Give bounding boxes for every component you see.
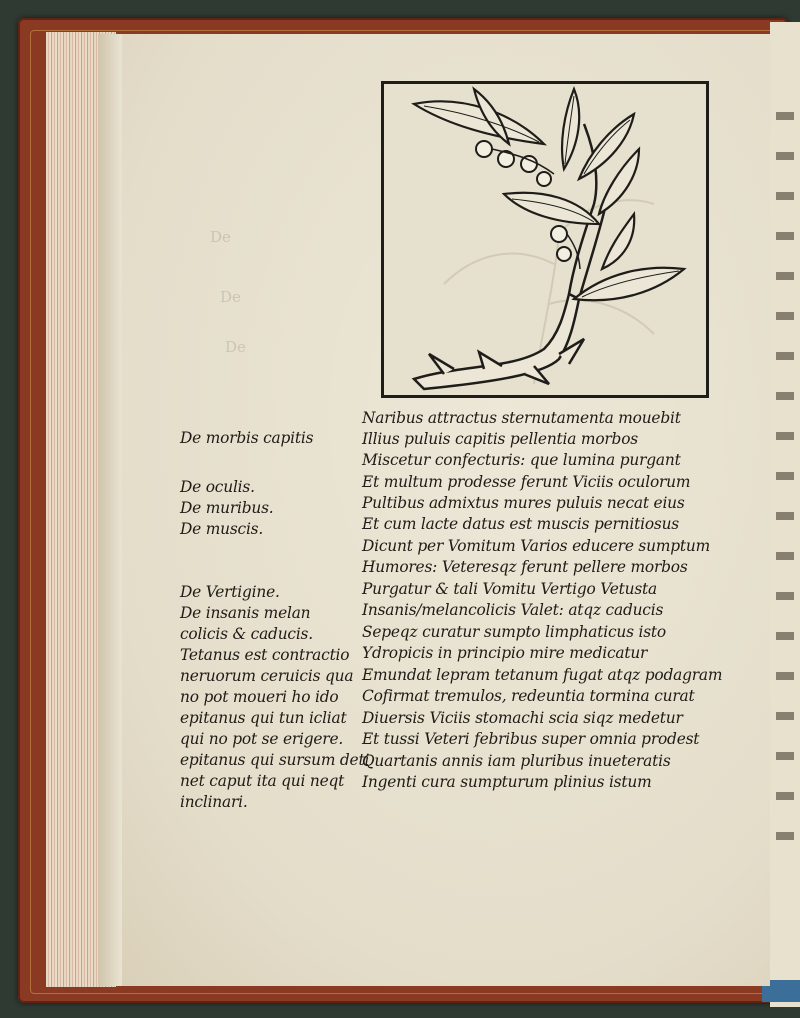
verse-line: Miscetur confecturis: que lumina purgant <box>362 451 681 469</box>
margin-note-line: qui no pot se erigere. <box>180 730 344 748</box>
verse-line: Diuersis Viciis stomachi scia siqz medetur <box>362 709 683 727</box>
verse-line: Emundat lepram tetanum fugat atqz podagram <box>362 666 723 684</box>
verse-line: Sepeqz curatur sumpto limphaticus isto <box>362 623 666 641</box>
margin-note-line: epitanus qui tun icliat <box>180 709 347 727</box>
margin-note-line: no pot moueri ho ido <box>180 688 339 706</box>
margin-note-line: neruorum ceruicis qua <box>180 667 354 685</box>
verse-line: Naribus attractus sternutamenta mouebit <box>362 409 681 427</box>
margin-heading: De Vertigine. <box>180 583 280 601</box>
verse-line: Dicunt per Vomitum Varios educere sumptum <box>362 537 710 555</box>
margin-heading: De oculis. <box>180 478 255 496</box>
verse-line: Cofirmat tremulos, redeuntia tormina curat <box>362 687 695 705</box>
verse-line: Insanis/melancolicis Valet: atqz caducis <box>362 601 664 619</box>
facing-page-edge <box>770 22 800 1007</box>
verse-line: Et cum lacte datus est muscis pernitiosus <box>362 515 680 533</box>
verse-line: Pultibus admixtus mures puluis necat eius <box>362 494 685 512</box>
margin-note-line: epitanus qui sursum deti <box>180 751 370 769</box>
verse-line: Ingenti cura sumpturum plinius istum <box>362 773 652 791</box>
verse-line: Purgatur & tali Vomitu Vertigo Vetusta <box>362 580 658 598</box>
plant-woodcut <box>381 81 709 398</box>
show-through-text: De <box>220 288 241 306</box>
verse-line: Et multum prodesse ferunt Viciis oculorum <box>362 473 691 491</box>
verse-line: Ydropicis in principio mire medicatur <box>362 644 648 662</box>
verse-line: Et tussi Veteri febribus super omnia prodest <box>362 730 700 748</box>
page-gutter <box>98 34 122 986</box>
margin-heading: De muscis. <box>180 520 264 538</box>
plant-illustration <box>384 84 706 395</box>
margin-heading: De morbis capitis <box>180 429 314 447</box>
show-through-text: De <box>210 228 231 246</box>
show-through-text: De <box>225 338 246 356</box>
margin-note-line: De insanis melan <box>180 604 311 622</box>
margin-heading: De muribus. <box>180 499 274 517</box>
verse-line: Humores: Veteresqz ferunt pellere morbos <box>362 558 688 576</box>
verse-line: Quartanis annis iam pluribus inueteratis <box>362 752 671 770</box>
margin-note-line: net caput ita qui neqt <box>180 772 345 790</box>
margin-note-line: inclinari. <box>180 793 248 811</box>
verse-line: Illius puluis capitis pellentia morbos <box>362 430 638 448</box>
margin-note-line: Tetanus est contractio <box>180 646 350 664</box>
margin-note-line: colicis & caducis. <box>180 625 313 643</box>
